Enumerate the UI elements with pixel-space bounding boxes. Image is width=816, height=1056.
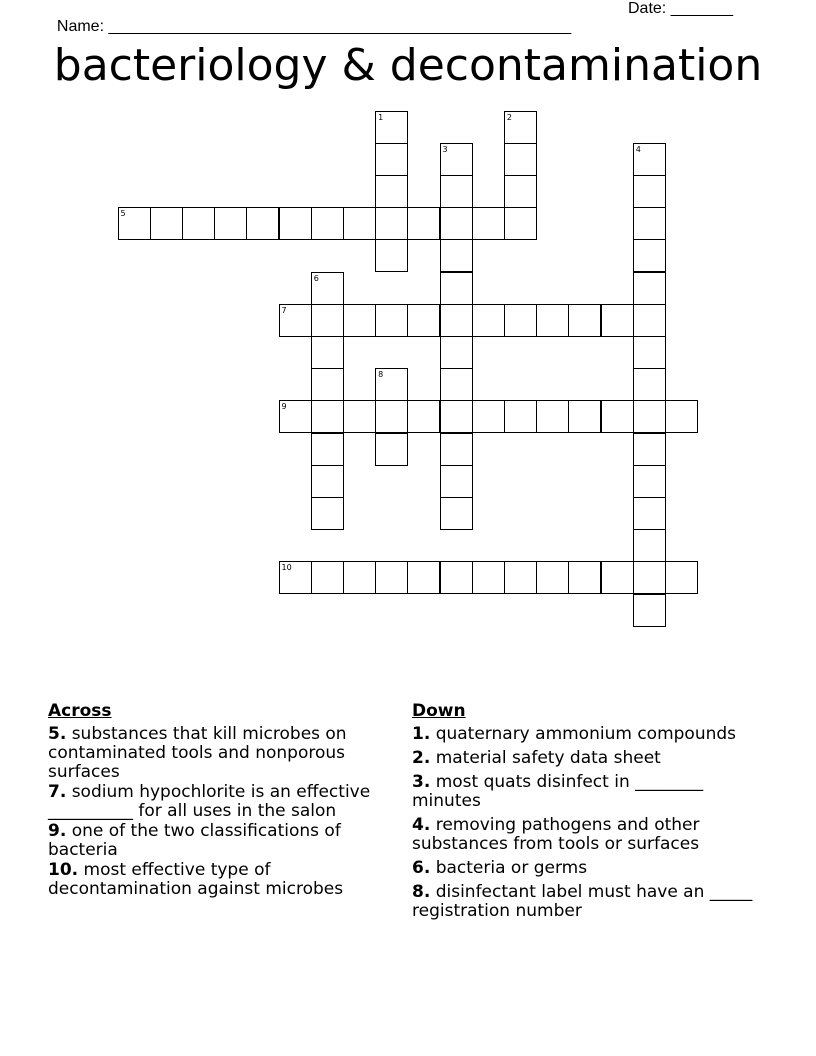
grid-cell[interactable] bbox=[375, 561, 408, 594]
grid-cell[interactable] bbox=[311, 336, 344, 369]
grid-cell[interactable] bbox=[311, 304, 344, 337]
clue-number: 4. bbox=[412, 815, 431, 835]
clue-down-2 bbox=[412, 749, 757, 768]
clue-down-4 bbox=[412, 816, 757, 854]
clue-text: bacteria or germs bbox=[435, 858, 588, 878]
grid-cell[interactable] bbox=[118, 207, 151, 240]
grid-cell[interactable] bbox=[472, 304, 505, 337]
grid-cell[interactable] bbox=[472, 207, 505, 240]
grid-cell[interactable] bbox=[343, 207, 376, 240]
grid-cell[interactable] bbox=[504, 561, 537, 594]
clue-number-label: 5 bbox=[120, 209, 126, 219]
grid-cell[interactable] bbox=[536, 561, 569, 594]
grid-cell[interactable] bbox=[279, 561, 312, 594]
grid-cell[interactable] bbox=[440, 400, 473, 433]
grid-cell[interactable] bbox=[311, 433, 344, 466]
grid-cell[interactable] bbox=[311, 368, 344, 401]
grid-cell[interactable] bbox=[375, 368, 408, 401]
grid-cell[interactable] bbox=[601, 304, 634, 337]
clue-number: 6. bbox=[412, 858, 431, 878]
grid-cell[interactable] bbox=[472, 561, 505, 594]
date-field-label[interactable]: Date: _______ bbox=[628, 0, 733, 17]
grid-cell[interactable] bbox=[536, 304, 569, 337]
grid-cell[interactable] bbox=[633, 594, 666, 627]
clue-text: quaternary ammonium compounds bbox=[435, 724, 737, 744]
grid-cell[interactable] bbox=[343, 304, 376, 337]
grid-cell[interactable] bbox=[311, 400, 344, 433]
clue-text: removing pathogens and other substances from tools or surfaces bbox=[412, 815, 700, 854]
grid-cell[interactable] bbox=[504, 111, 537, 144]
grid-cell[interactable] bbox=[440, 304, 473, 337]
grid-cell[interactable] bbox=[343, 561, 376, 594]
grid-cell[interactable] bbox=[568, 561, 601, 594]
grid-cell[interactable] bbox=[407, 561, 440, 594]
grid-cell[interactable] bbox=[601, 400, 634, 433]
clue-number: 8. bbox=[412, 882, 431, 902]
clue-number-label: 1 bbox=[378, 112, 384, 122]
grid-cell[interactable] bbox=[568, 304, 601, 337]
grid-cell[interactable] bbox=[375, 111, 408, 144]
clue-text: material safety data sheet bbox=[435, 748, 661, 768]
clue-number-label: 8 bbox=[378, 370, 384, 380]
grid-cell[interactable] bbox=[407, 400, 440, 433]
clue-number: 1. bbox=[412, 724, 431, 744]
grid-cell[interactable] bbox=[504, 400, 537, 433]
clue-across-10 bbox=[48, 861, 403, 899]
down-clues bbox=[412, 702, 757, 926]
grid-cell[interactable] bbox=[568, 400, 601, 433]
grid-cell[interactable] bbox=[633, 400, 666, 433]
clue-number-label: 2 bbox=[506, 112, 512, 122]
grid-cell[interactable] bbox=[440, 175, 473, 208]
clue-number-label: 3 bbox=[442, 144, 448, 154]
grid-cell[interactable] bbox=[504, 304, 537, 337]
clue-number-label: 4 bbox=[635, 144, 641, 154]
grid-cell[interactable] bbox=[311, 497, 344, 530]
grid-cell[interactable] bbox=[440, 497, 473, 530]
grid-cell[interactable] bbox=[633, 465, 666, 498]
clue-across-7 bbox=[48, 783, 403, 821]
clue-text: most effective type of decontamination against microbes bbox=[48, 860, 344, 899]
clue-number: 9. bbox=[48, 821, 67, 841]
grid-cell[interactable] bbox=[633, 304, 666, 337]
grid-cell[interactable] bbox=[472, 400, 505, 433]
grid-cell[interactable] bbox=[311, 465, 344, 498]
grid-cell[interactable] bbox=[633, 336, 666, 369]
clue-across-9 bbox=[48, 822, 403, 860]
clue-text: sodium hypochlorite is an effective __________ for all uses in the salon bbox=[48, 782, 371, 821]
grid-cell[interactable] bbox=[440, 272, 473, 305]
grid-cell[interactable] bbox=[279, 207, 312, 240]
grid-cell[interactable] bbox=[182, 207, 215, 240]
clue-text: one of the two classifications of bacteria bbox=[48, 821, 341, 860]
grid-cell[interactable] bbox=[633, 239, 666, 272]
grid-cell[interactable] bbox=[150, 207, 183, 240]
grid-cell[interactable] bbox=[311, 207, 344, 240]
grid-cell[interactable] bbox=[440, 239, 473, 272]
grid-cell[interactable] bbox=[375, 400, 408, 433]
grid-cell[interactable] bbox=[504, 207, 537, 240]
clue-down-3 bbox=[412, 773, 757, 811]
across-clues bbox=[48, 702, 403, 900]
clue-number-label: 9 bbox=[281, 402, 287, 412]
grid-cell[interactable] bbox=[407, 207, 440, 240]
clue-number-label: 10 bbox=[281, 563, 292, 573]
page-title: bacteriology & decontamination bbox=[53, 40, 763, 91]
grid-cell[interactable] bbox=[440, 368, 473, 401]
grid-cell[interactable] bbox=[246, 207, 279, 240]
grid-cell[interactable] bbox=[601, 561, 634, 594]
grid-cell[interactable] bbox=[407, 304, 440, 337]
grid-cell[interactable] bbox=[633, 207, 666, 240]
grid-cell[interactable] bbox=[440, 465, 473, 498]
clue-text: most quats disinfect in ________ minutes bbox=[412, 772, 704, 811]
clue-number: 3. bbox=[412, 772, 431, 792]
clue-down-8 bbox=[412, 883, 757, 921]
grid-cell[interactable] bbox=[504, 175, 537, 208]
grid-cell[interactable] bbox=[665, 400, 698, 433]
grid-cell[interactable] bbox=[375, 175, 408, 208]
clue-text: disinfectant label must have an _____ registration number bbox=[412, 882, 753, 921]
grid-cell[interactable] bbox=[375, 433, 408, 466]
clue-number: 10. bbox=[48, 860, 79, 880]
grid-cell[interactable] bbox=[214, 207, 247, 240]
clue-number-label: 6 bbox=[313, 273, 319, 283]
grid-cell[interactable] bbox=[279, 304, 312, 337]
grid-cell[interactable] bbox=[343, 400, 376, 433]
clue-number: 2. bbox=[412, 748, 431, 768]
grid-cell[interactable] bbox=[311, 272, 344, 305]
grid-cell[interactable] bbox=[440, 433, 473, 466]
grid-cell[interactable] bbox=[633, 143, 666, 176]
grid-cell[interactable] bbox=[440, 336, 473, 369]
grid-cell[interactable] bbox=[375, 143, 408, 176]
grid-cell[interactable] bbox=[633, 561, 666, 594]
clue-number: 5. bbox=[48, 724, 67, 744]
grid-cell[interactable] bbox=[633, 529, 666, 562]
grid-cell[interactable] bbox=[633, 497, 666, 530]
grid-cell[interactable] bbox=[375, 207, 408, 240]
grid-cell[interactable] bbox=[633, 433, 666, 466]
down-heading: Down bbox=[412, 701, 466, 721]
name-field-label[interactable]: Name: ____________________________________________________ bbox=[56, 18, 572, 35]
grid-cell[interactable] bbox=[375, 239, 408, 272]
clue-number-label: 7 bbox=[281, 305, 287, 315]
clue-down-1 bbox=[412, 725, 757, 744]
grid-cell[interactable] bbox=[440, 561, 473, 594]
clue-number: 7. bbox=[48, 782, 67, 802]
grid-cell[interactable] bbox=[375, 304, 408, 337]
grid-cell[interactable] bbox=[440, 143, 473, 176]
grid-cell[interactable] bbox=[504, 143, 537, 176]
grid-cell[interactable] bbox=[536, 400, 569, 433]
grid-cell[interactable] bbox=[311, 561, 344, 594]
grid-cell[interactable] bbox=[633, 175, 666, 208]
clue-text: substances that kill microbes on contaminated tools and nonporous surfaces bbox=[48, 724, 347, 782]
grid-cell[interactable] bbox=[633, 272, 666, 305]
grid-cell[interactable] bbox=[440, 207, 473, 240]
grid-cell[interactable] bbox=[633, 368, 666, 401]
clue-down-6 bbox=[412, 859, 757, 878]
across-heading: Across bbox=[48, 701, 112, 721]
grid-cell[interactable] bbox=[665, 561, 698, 594]
grid-cell[interactable] bbox=[279, 400, 312, 433]
clue-across-5 bbox=[48, 725, 403, 782]
